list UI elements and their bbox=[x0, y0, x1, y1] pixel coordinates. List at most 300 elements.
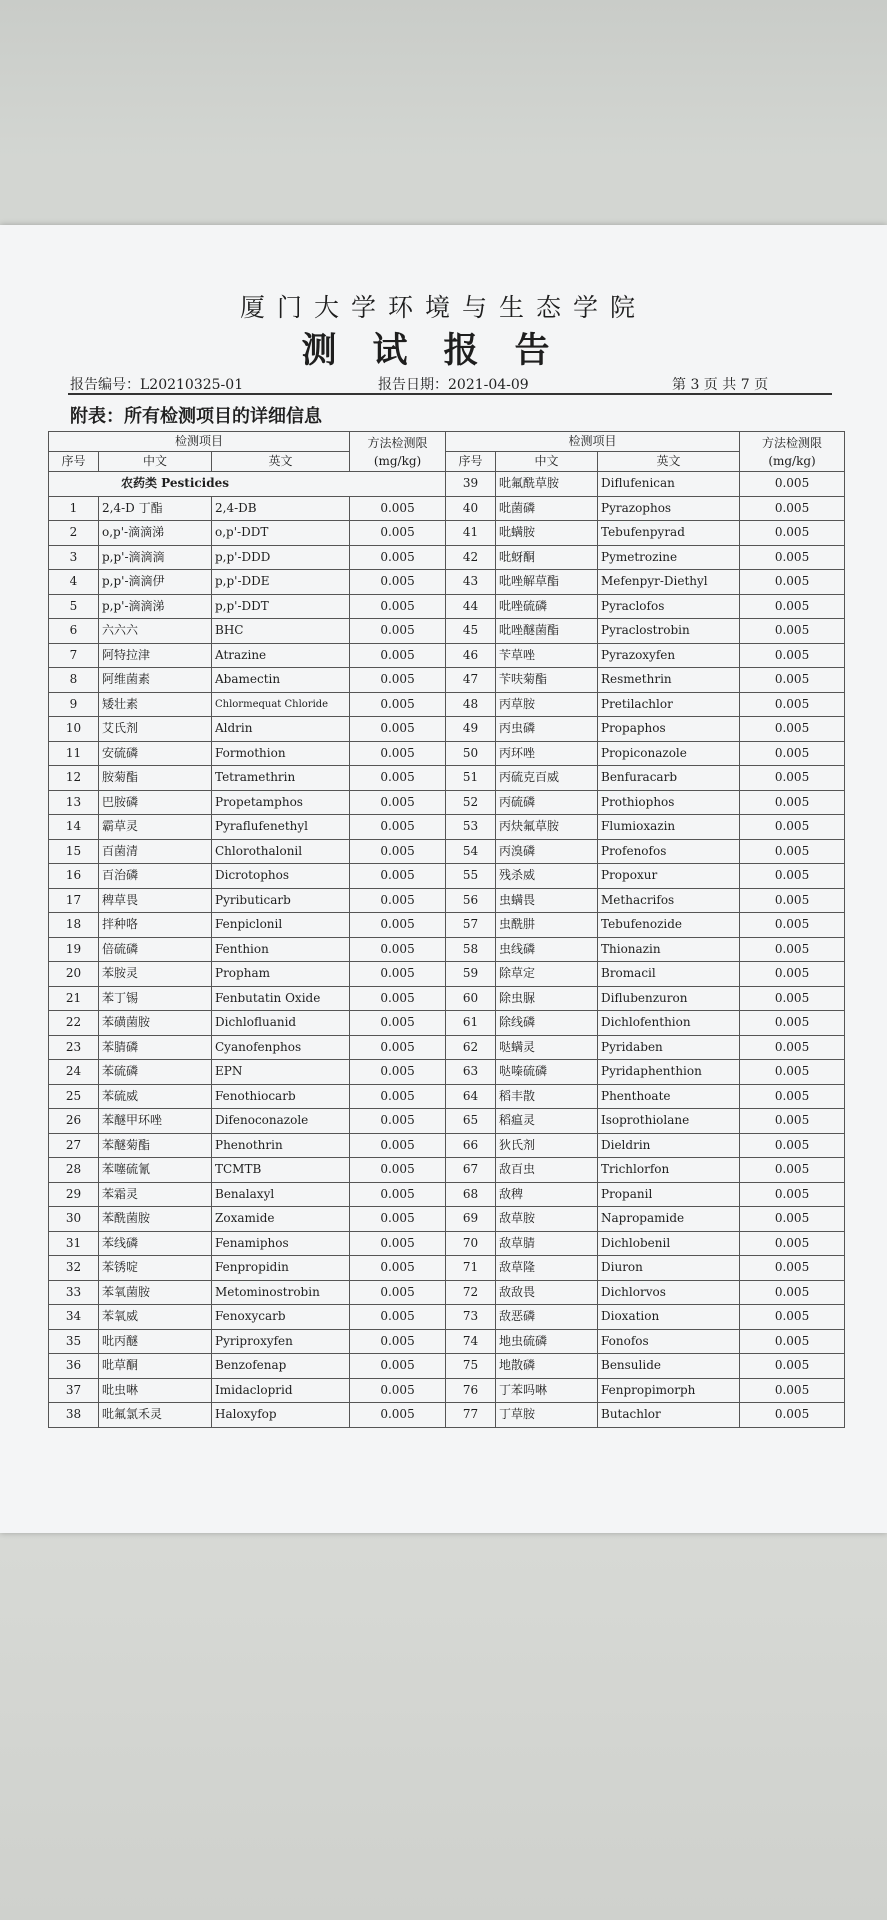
column-limit-header: 方法检测限 (mg/kg) bbox=[740, 432, 845, 472]
item-english-name: Benfuracarb bbox=[598, 766, 740, 791]
item-number: 70 bbox=[446, 1231, 496, 1256]
item-english-name: Diflubenzuron bbox=[598, 986, 740, 1011]
item-number: 77 bbox=[446, 1403, 496, 1428]
item-number: 27 bbox=[49, 1133, 99, 1158]
table-row bbox=[446, 496, 845, 521]
item-chinese-name: 残杀威 bbox=[496, 864, 598, 889]
item-number: 31 bbox=[49, 1231, 99, 1256]
item-chinese-name: 虫线磷 bbox=[496, 937, 598, 962]
item-english-name: Dichlobenil bbox=[598, 1231, 740, 1256]
table-row bbox=[49, 1207, 446, 1232]
item-number: 24 bbox=[49, 1060, 99, 1085]
item-english-name: Chlormequat Chloride bbox=[212, 692, 350, 717]
item-detection-limit: 0.005 bbox=[740, 1207, 845, 1232]
detection-table-right bbox=[445, 431, 845, 1428]
item-detection-limit: 0.005 bbox=[350, 962, 446, 987]
item-detection-limit: 0.005 bbox=[740, 1231, 845, 1256]
item-chinese-name: p,p'-滴滴伊 bbox=[99, 570, 212, 595]
item-number: 21 bbox=[49, 986, 99, 1011]
item-detection-limit: 0.005 bbox=[350, 521, 446, 546]
item-number: 3 bbox=[49, 545, 99, 570]
item-detection-limit: 0.005 bbox=[350, 1280, 446, 1305]
item-detection-limit: 0.005 bbox=[740, 1403, 845, 1428]
item-number: 1 bbox=[49, 496, 99, 521]
item-english-name: Fonofos bbox=[598, 1329, 740, 1354]
item-number: 72 bbox=[446, 1280, 496, 1305]
item-chinese-name: 苯硫威 bbox=[99, 1084, 212, 1109]
item-number: 15 bbox=[49, 839, 99, 864]
item-chinese-name: 倍硫磷 bbox=[99, 937, 212, 962]
item-detection-limit: 0.005 bbox=[350, 1158, 446, 1183]
item-number: 69 bbox=[446, 1207, 496, 1232]
item-english-name: Fenoxycarb bbox=[212, 1305, 350, 1330]
table-row bbox=[446, 766, 845, 791]
item-chinese-name: 哒螨灵 bbox=[496, 1035, 598, 1060]
item-detection-limit: 0.005 bbox=[740, 1109, 845, 1134]
item-english-name: 2,4-DB bbox=[212, 496, 350, 521]
item-number: 25 bbox=[49, 1084, 99, 1109]
table-row bbox=[49, 1280, 446, 1305]
item-detection-limit: 0.005 bbox=[350, 1354, 446, 1379]
item-chinese-name: 敌草腈 bbox=[496, 1231, 598, 1256]
item-chinese-name: 吡草酮 bbox=[99, 1354, 212, 1379]
item-english-name: EPN bbox=[212, 1060, 350, 1085]
item-detection-limit: 0.005 bbox=[350, 937, 446, 962]
item-chinese-name: o,p'-滴滴涕 bbox=[99, 521, 212, 546]
item-number: 38 bbox=[49, 1403, 99, 1428]
item-english-name: Formothion bbox=[212, 741, 350, 766]
item-number: 54 bbox=[446, 839, 496, 864]
table-row bbox=[49, 741, 446, 766]
item-chinese-name: 百治磷 bbox=[99, 864, 212, 889]
item-english-name: Dichlofenthion bbox=[598, 1011, 740, 1036]
item-detection-limit: 0.005 bbox=[740, 864, 845, 889]
column-cn-header: 中文 bbox=[496, 452, 598, 472]
item-detection-limit: 0.005 bbox=[350, 741, 446, 766]
item-english-name: o,p'-DDT bbox=[212, 521, 350, 546]
item-english-name: Fenpropimorph bbox=[598, 1378, 740, 1403]
item-chinese-name: 丙炔氟草胺 bbox=[496, 815, 598, 840]
item-english-name: Dieldrin bbox=[598, 1133, 740, 1158]
item-english-name: Diuron bbox=[598, 1256, 740, 1281]
column-no-header: 序号 bbox=[49, 452, 99, 472]
table-row bbox=[446, 1109, 845, 1134]
item-chinese-name: 丁苯吗啉 bbox=[496, 1378, 598, 1403]
item-number: 10 bbox=[49, 717, 99, 742]
item-number: 47 bbox=[446, 668, 496, 693]
table-row bbox=[446, 643, 845, 668]
item-number: 17 bbox=[49, 888, 99, 913]
item-chinese-name: 敌敌畏 bbox=[496, 1280, 598, 1305]
item-english-name: Pyridaben bbox=[598, 1035, 740, 1060]
table-row bbox=[446, 1403, 845, 1428]
item-chinese-name: 苯醚甲环唑 bbox=[99, 1109, 212, 1134]
table-row bbox=[446, 913, 845, 938]
item-english-name: Pretilachlor bbox=[598, 692, 740, 717]
item-detection-limit: 0.005 bbox=[740, 692, 845, 717]
item-english-name: Flumioxazin bbox=[598, 815, 740, 840]
item-number: 65 bbox=[446, 1109, 496, 1134]
item-chinese-name: 苯氧威 bbox=[99, 1305, 212, 1330]
item-english-name: Imidacloprid bbox=[212, 1378, 350, 1403]
item-detection-limit: 0.005 bbox=[350, 1231, 446, 1256]
item-english-name: Propham bbox=[212, 962, 350, 987]
item-chinese-name: 丙环唑 bbox=[496, 741, 598, 766]
item-english-name: p,p'-DDD bbox=[212, 545, 350, 570]
item-english-name: Pyrazoxyfen bbox=[598, 643, 740, 668]
item-english-name: Pyrazophos bbox=[598, 496, 740, 521]
item-english-name: Fenothiocarb bbox=[212, 1084, 350, 1109]
item-number: 61 bbox=[446, 1011, 496, 1036]
item-detection-limit: 0.005 bbox=[350, 1256, 446, 1281]
table-row bbox=[49, 619, 446, 644]
item-english-name: Fenthion bbox=[212, 937, 350, 962]
item-detection-limit: 0.005 bbox=[350, 619, 446, 644]
item-chinese-name: 吡唑醚菌酯 bbox=[496, 619, 598, 644]
item-chinese-name: 稗草畏 bbox=[99, 888, 212, 913]
item-english-name: Mefenpyr-Diethyl bbox=[598, 570, 740, 595]
item-number: 53 bbox=[446, 815, 496, 840]
item-english-name: Cyanofenphos bbox=[212, 1035, 350, 1060]
item-number: 6 bbox=[49, 619, 99, 644]
table-row bbox=[49, 986, 446, 1011]
item-detection-limit: 0.005 bbox=[350, 692, 446, 717]
item-chinese-name: 地虫硫磷 bbox=[496, 1329, 598, 1354]
item-detection-limit: 0.005 bbox=[350, 1378, 446, 1403]
item-number: 50 bbox=[446, 741, 496, 766]
item-number: 7 bbox=[49, 643, 99, 668]
table-row bbox=[446, 472, 845, 497]
table-row bbox=[49, 888, 446, 913]
item-english-name: Bromacil bbox=[598, 962, 740, 987]
table-row bbox=[446, 815, 845, 840]
item-english-name: Propaphos bbox=[598, 717, 740, 742]
item-english-name: Butachlor bbox=[598, 1403, 740, 1428]
item-english-name: Tebufenpyrad bbox=[598, 521, 740, 546]
item-english-name: Resmethrin bbox=[598, 668, 740, 693]
item-chinese-name: 苯磺菌胺 bbox=[99, 1011, 212, 1036]
item-english-name: Chlorothalonil bbox=[212, 839, 350, 864]
item-detection-limit: 0.005 bbox=[740, 545, 845, 570]
item-english-name: Pyridaphenthion bbox=[598, 1060, 740, 1085]
item-detection-limit: 0.005 bbox=[740, 1378, 845, 1403]
item-detection-limit: 0.005 bbox=[740, 1256, 845, 1281]
item-number: 42 bbox=[446, 545, 496, 570]
item-english-name: Pymetrozine bbox=[598, 545, 740, 570]
item-chinese-name: 丙硫克百威 bbox=[496, 766, 598, 791]
item-number: 40 bbox=[446, 496, 496, 521]
item-chinese-name: 苄草唑 bbox=[496, 643, 598, 668]
item-number: 45 bbox=[446, 619, 496, 644]
item-detection-limit: 0.005 bbox=[350, 913, 446, 938]
item-chinese-name: 苯氧菌胺 bbox=[99, 1280, 212, 1305]
item-chinese-name: 虫酰肼 bbox=[496, 913, 598, 938]
item-detection-limit: 0.005 bbox=[740, 496, 845, 521]
table-row bbox=[49, 937, 446, 962]
item-chinese-name: 苯噻硫氰 bbox=[99, 1158, 212, 1183]
table-row bbox=[49, 766, 446, 791]
item-number: 9 bbox=[49, 692, 99, 717]
table-row bbox=[49, 864, 446, 889]
table-row bbox=[49, 1158, 446, 1183]
item-detection-limit: 0.005 bbox=[740, 962, 845, 987]
item-chinese-name: 苯丁锡 bbox=[99, 986, 212, 1011]
institution-name: 厦门大学环境与生态学院 bbox=[239, 293, 647, 322]
item-chinese-name: 六六六 bbox=[99, 619, 212, 644]
item-detection-limit: 0.005 bbox=[740, 1084, 845, 1109]
item-number: 68 bbox=[446, 1182, 496, 1207]
item-english-name: Pyributicarb bbox=[212, 888, 350, 913]
item-chinese-name: 地散磷 bbox=[496, 1354, 598, 1379]
item-english-name: Dioxation bbox=[598, 1305, 740, 1330]
item-detection-limit: 0.005 bbox=[350, 643, 446, 668]
item-number: 58 bbox=[446, 937, 496, 962]
item-english-name: Trichlorfon bbox=[598, 1158, 740, 1183]
report-date: 报告日期：2021-04-09 bbox=[378, 377, 529, 393]
table-row bbox=[49, 668, 446, 693]
table-row bbox=[446, 1354, 845, 1379]
item-detection-limit: 0.005 bbox=[740, 472, 845, 497]
column-en-header: 英文 bbox=[212, 452, 350, 472]
item-chinese-name: 除线磷 bbox=[496, 1011, 598, 1036]
item-chinese-name: 稻瘟灵 bbox=[496, 1109, 598, 1134]
table-row bbox=[49, 692, 446, 717]
item-detection-limit: 0.005 bbox=[350, 1133, 446, 1158]
item-chinese-name: 吡蚜酮 bbox=[496, 545, 598, 570]
item-chinese-name: 吡虫啉 bbox=[99, 1378, 212, 1403]
item-number: 56 bbox=[446, 888, 496, 913]
item-chinese-name: 敌百虫 bbox=[496, 1158, 598, 1183]
table-row bbox=[446, 1256, 845, 1281]
item-english-name: Pyraclostrobin bbox=[598, 619, 740, 644]
item-number: 59 bbox=[446, 962, 496, 987]
item-chinese-name: 吡唑硫磷 bbox=[496, 594, 598, 619]
table-row bbox=[49, 815, 446, 840]
item-number: 36 bbox=[49, 1354, 99, 1379]
table-row bbox=[446, 619, 845, 644]
item-english-name: Benalaxyl bbox=[212, 1182, 350, 1207]
item-detection-limit: 0.005 bbox=[350, 1403, 446, 1428]
table-row bbox=[446, 1378, 845, 1403]
item-chinese-name: 哒嗪硫磷 bbox=[496, 1060, 598, 1085]
category-row bbox=[49, 472, 446, 497]
item-detection-limit: 0.005 bbox=[350, 864, 446, 889]
item-detection-limit: 0.005 bbox=[740, 790, 845, 815]
table-row bbox=[49, 1109, 446, 1134]
item-english-name: Phenthoate bbox=[598, 1084, 740, 1109]
table-row bbox=[49, 1060, 446, 1085]
table-row bbox=[49, 1011, 446, 1036]
item-chinese-name: 矮壮素 bbox=[99, 692, 212, 717]
item-number: 75 bbox=[446, 1354, 496, 1379]
table-row bbox=[446, 1035, 845, 1060]
item-detection-limit: 0.005 bbox=[740, 888, 845, 913]
item-detection-limit: 0.005 bbox=[740, 570, 845, 595]
item-number: 32 bbox=[49, 1256, 99, 1281]
item-number: 19 bbox=[49, 937, 99, 962]
item-detection-limit: 0.005 bbox=[350, 790, 446, 815]
item-english-name: Diflufenican bbox=[598, 472, 740, 497]
item-english-name: Zoxamide bbox=[212, 1207, 350, 1232]
table-row bbox=[49, 790, 446, 815]
table-row bbox=[446, 864, 845, 889]
item-english-name: p,p'-DDE bbox=[212, 570, 350, 595]
item-chinese-name: 敌稗 bbox=[496, 1182, 598, 1207]
item-chinese-name: 吡丙醚 bbox=[99, 1329, 212, 1354]
item-number: 46 bbox=[446, 643, 496, 668]
item-number: 29 bbox=[49, 1182, 99, 1207]
item-chinese-name: 吡氟氯禾灵 bbox=[99, 1403, 212, 1428]
item-number: 62 bbox=[446, 1035, 496, 1060]
table-row bbox=[49, 1403, 446, 1428]
item-detection-limit: 0.005 bbox=[740, 717, 845, 742]
table-row bbox=[446, 790, 845, 815]
item-english-name: Phenothrin bbox=[212, 1133, 350, 1158]
item-detection-limit: 0.005 bbox=[350, 1084, 446, 1109]
table-row bbox=[446, 570, 845, 595]
item-number: 39 bbox=[446, 472, 496, 497]
item-detection-limit: 0.005 bbox=[740, 521, 845, 546]
item-english-name: Prothiophos bbox=[598, 790, 740, 815]
item-detection-limit: 0.005 bbox=[350, 496, 446, 521]
item-number: 26 bbox=[49, 1109, 99, 1134]
table-header-row bbox=[446, 432, 845, 452]
table-row bbox=[446, 1011, 845, 1036]
annex-title: 附表：所有检测项目的详细信息 bbox=[70, 406, 322, 427]
item-chinese-name: 拌种咯 bbox=[99, 913, 212, 938]
item-number: 8 bbox=[49, 668, 99, 693]
item-detection-limit: 0.005 bbox=[740, 594, 845, 619]
item-chinese-name: 丙硫磷 bbox=[496, 790, 598, 815]
item-chinese-name: 艾氏剂 bbox=[99, 717, 212, 742]
item-detection-limit: 0.005 bbox=[740, 1354, 845, 1379]
item-number: 64 bbox=[446, 1084, 496, 1109]
item-english-name: Propanil bbox=[598, 1182, 740, 1207]
item-chinese-name: 苯硫磷 bbox=[99, 1060, 212, 1085]
item-number: 43 bbox=[446, 570, 496, 595]
table-row bbox=[446, 741, 845, 766]
table-row bbox=[446, 668, 845, 693]
item-detection-limit: 0.005 bbox=[740, 668, 845, 693]
item-number: 23 bbox=[49, 1035, 99, 1060]
item-english-name: Benzofenap bbox=[212, 1354, 350, 1379]
item-number: 16 bbox=[49, 864, 99, 889]
table-row bbox=[49, 839, 446, 864]
table-row bbox=[446, 1060, 845, 1085]
table-row bbox=[446, 521, 845, 546]
item-number: 57 bbox=[446, 913, 496, 938]
item-number: 14 bbox=[49, 815, 99, 840]
item-english-name: Pyriproxyfen bbox=[212, 1329, 350, 1354]
column-no-header: 序号 bbox=[446, 452, 496, 472]
item-english-name: Pyraclofos bbox=[598, 594, 740, 619]
item-detection-limit: 0.005 bbox=[740, 1280, 845, 1305]
item-chinese-name: p,p'-滴滴涕 bbox=[99, 594, 212, 619]
report-page bbox=[0, 225, 887, 1533]
item-english-name: Pyraflufenethyl bbox=[212, 815, 350, 840]
table-row bbox=[446, 1084, 845, 1109]
table-row bbox=[49, 594, 446, 619]
table-row bbox=[446, 839, 845, 864]
item-chinese-name: 苯腈磷 bbox=[99, 1035, 212, 1060]
item-number: 41 bbox=[446, 521, 496, 546]
item-english-name: Dicrotophos bbox=[212, 864, 350, 889]
item-chinese-name: 除虫脲 bbox=[496, 986, 598, 1011]
item-detection-limit: 0.005 bbox=[350, 815, 446, 840]
item-english-name: Metominostrobin bbox=[212, 1280, 350, 1305]
table-row bbox=[446, 1231, 845, 1256]
page-indicator: 第 3 页 共 7 页 bbox=[672, 377, 769, 393]
item-number: 76 bbox=[446, 1378, 496, 1403]
item-english-name: Bensulide bbox=[598, 1354, 740, 1379]
table-row bbox=[446, 962, 845, 987]
category-label: 农药类 Pesticides bbox=[49, 472, 446, 497]
item-number: 66 bbox=[446, 1133, 496, 1158]
table-row bbox=[446, 888, 845, 913]
item-chinese-name: 丙溴磷 bbox=[496, 839, 598, 864]
column-limit-header: 方法检测限 (mg/kg) bbox=[350, 432, 446, 472]
item-chinese-name: 胺菊酯 bbox=[99, 766, 212, 791]
table-row bbox=[49, 1231, 446, 1256]
item-detection-limit: 0.005 bbox=[740, 1035, 845, 1060]
table-row bbox=[49, 1329, 446, 1354]
item-chinese-name: 敌草隆 bbox=[496, 1256, 598, 1281]
item-number: 51 bbox=[446, 766, 496, 791]
table-row bbox=[49, 570, 446, 595]
item-number: 12 bbox=[49, 766, 99, 791]
header-divider bbox=[68, 393, 832, 395]
table-row bbox=[49, 1378, 446, 1403]
report-title: 测试报告 bbox=[301, 330, 586, 371]
detection-table-left bbox=[48, 431, 446, 1428]
item-detection-limit: 0.005 bbox=[740, 1329, 845, 1354]
item-number: 34 bbox=[49, 1305, 99, 1330]
item-english-name: Tebufenozide bbox=[598, 913, 740, 938]
item-detection-limit: 0.005 bbox=[740, 1305, 845, 1330]
table-row bbox=[446, 1329, 845, 1354]
item-chinese-name: 百菌清 bbox=[99, 839, 212, 864]
item-chinese-name: 阿特拉津 bbox=[99, 643, 212, 668]
item-english-name: Dichlofluanid bbox=[212, 1011, 350, 1036]
item-chinese-name: 苯酰菌胺 bbox=[99, 1207, 212, 1232]
item-english-name: TCMTB bbox=[212, 1158, 350, 1183]
table-row bbox=[446, 1182, 845, 1207]
item-detection-limit: 0.005 bbox=[740, 1060, 845, 1085]
item-number: 18 bbox=[49, 913, 99, 938]
item-english-name: Haloxyfop bbox=[212, 1403, 350, 1428]
item-chinese-name: 苄呋菊酯 bbox=[496, 668, 598, 693]
item-number: 5 bbox=[49, 594, 99, 619]
item-number: 4 bbox=[49, 570, 99, 595]
column-cn-header: 中文 bbox=[99, 452, 212, 472]
item-chinese-name: 阿维菌素 bbox=[99, 668, 212, 693]
item-chinese-name: 吡螨胺 bbox=[496, 521, 598, 546]
table-header-row bbox=[49, 432, 446, 452]
item-number: 73 bbox=[446, 1305, 496, 1330]
item-detection-limit: 0.005 bbox=[740, 741, 845, 766]
item-detection-limit: 0.005 bbox=[350, 1035, 446, 1060]
item-english-name: Fenpiclonil bbox=[212, 913, 350, 938]
item-chinese-name: 吡唑解草酯 bbox=[496, 570, 598, 595]
item-english-name: Methacrifos bbox=[598, 888, 740, 913]
item-detection-limit: 0.005 bbox=[740, 619, 845, 644]
item-english-name: Dichlorvos bbox=[598, 1280, 740, 1305]
item-number: 52 bbox=[446, 790, 496, 815]
item-chinese-name: 苯霜灵 bbox=[99, 1182, 212, 1207]
table-row bbox=[446, 986, 845, 1011]
item-chinese-name: 除草定 bbox=[496, 962, 598, 987]
item-chinese-name: 稻丰散 bbox=[496, 1084, 598, 1109]
